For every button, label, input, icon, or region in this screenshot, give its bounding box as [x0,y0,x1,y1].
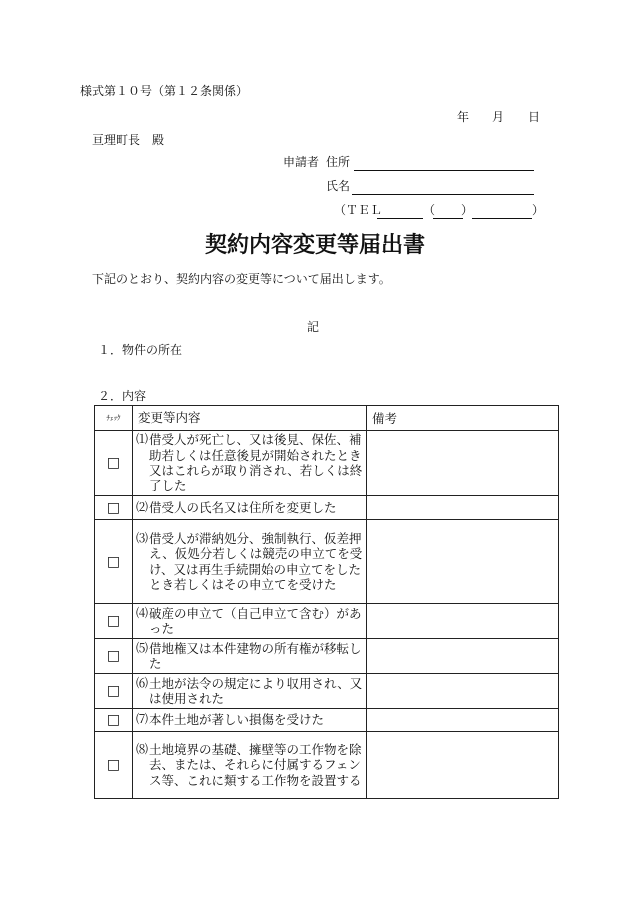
row-text: 借受人が滞納処分、強制執行、仮差押え、仮処分若しくは競売の申立てを受け、又は再生手続開始の申立てをしたとき若しくはその申立てを受けた [149,530,363,592]
row-checkbox[interactable]: □ [95,732,133,799]
tel-number-field[interactable] [472,200,532,219]
intro-text: 下記のとおり、契約内容の変更等について届出します。 [92,272,391,286]
row-number: ⑶ [136,530,149,545]
row-checkbox[interactable]: □ [95,431,133,496]
table-row [95,496,559,520]
addressee: 亘理町長 殿 [92,133,165,147]
table-row [95,639,559,674]
row-number: ⑻ [136,741,149,756]
name-label: 氏名 [326,179,351,193]
header-notes: 備考 [367,406,559,431]
table-row [95,732,559,799]
row-checkbox[interactable]: □ [95,639,133,674]
row-checkbox[interactable]: □ [95,674,133,709]
row-text: 借受人が死亡し、又は後見、保佐、補助若しくは任意後見が開始されたとき又はこれらが取り消され、若しくは終了した [149,432,363,494]
header-content: 変更等内容 [133,406,367,431]
table-row [95,604,559,639]
table-row [95,674,559,709]
row-checkbox[interactable]: □ [95,520,133,604]
name-field[interactable] [352,176,534,195]
row-notes-cell[interactable] [367,431,559,496]
date-month-label: 月 [492,110,505,124]
row-notes-cell[interactable] [367,674,559,709]
row-text: 土地境界の基礎、擁壁等の工作物を除去、または、それらに付属するフェンス等、これに類する工作物を設置する [149,741,362,788]
row-text: 破産の申立て（自己申立て含む）があった [149,605,362,636]
content-table [94,405,559,799]
address-label: 住所 [326,155,351,169]
form-number: 様式第１０号（第１２条関係） [80,84,249,98]
section-1-heading: １．物件の所在 [98,343,183,357]
tel-paren-close: ） [461,203,474,217]
table-header-row [95,406,559,431]
row-notes-cell[interactable] [367,496,559,520]
row-text: 土地が法令の規定により収用され、又は使用された [149,675,363,706]
tel-open-label: （ＴＥＬ [334,203,383,217]
tel-area-field[interactable] [377,200,423,219]
tel-paren-open: （ [423,203,436,217]
row-number: ⑷ [136,605,149,620]
date-day-label: 日 [528,110,541,124]
row-text: 本件土地が著しい損傷を受けた [149,712,325,728]
row-text: 借受人の氏名又は住所を変更した [149,499,337,515]
applicant-role-label: 申請者 [283,155,320,169]
row-checkbox[interactable]: □ [95,709,133,732]
row-checkbox[interactable]: □ [95,496,133,520]
table-row [95,431,559,496]
tel-exchange-field[interactable] [433,200,463,219]
date-year-label: 年 [457,110,470,124]
row-number: ⑵ [136,499,149,514]
tel-close-label: ） [532,203,545,217]
document-title: 契約内容変更等届出書 [204,232,425,258]
table-row [95,709,559,732]
row-notes-cell[interactable] [367,639,559,674]
table-row [95,520,559,604]
row-checkbox[interactable]: □ [95,604,133,639]
row-notes-cell[interactable] [367,732,559,799]
row-text: 借地権又は本件建物の所有権が移転した [149,640,362,671]
section-2-heading: ２．内容 [98,389,147,403]
address-field[interactable] [354,152,534,171]
row-number: ⑴ [136,432,149,447]
row-number: ⑺ [136,712,149,727]
row-notes-cell[interactable] [367,604,559,639]
row-notes-cell[interactable] [367,709,559,732]
ki-heading: 記 [307,320,320,334]
header-check: ﾁｪｯｸ [95,406,133,431]
row-number: ⑹ [136,675,149,690]
row-notes-cell[interactable] [367,520,559,604]
row-number: ⑸ [136,640,149,655]
